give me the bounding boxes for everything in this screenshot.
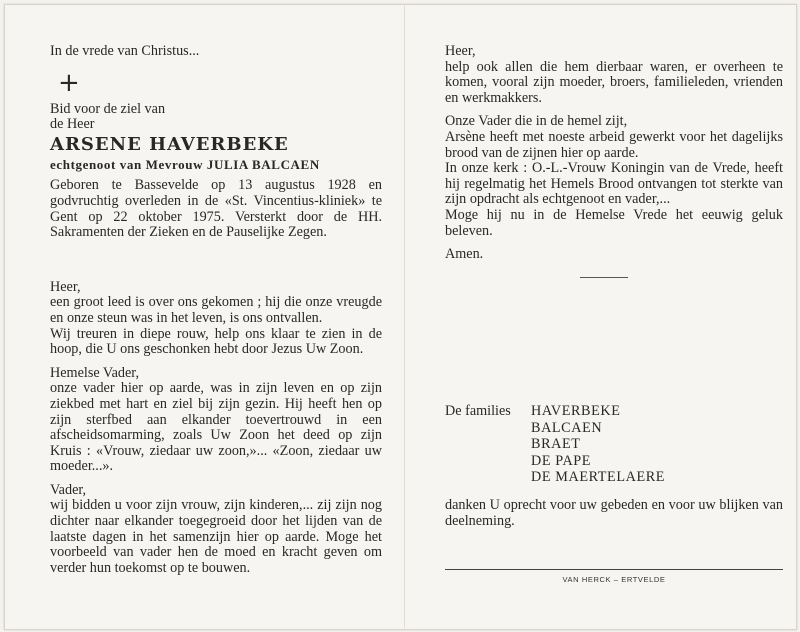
prayer-2-text: onze vader hier op aarde, was in zijn leven en op zijn ziekbed met hart en ziel bij zijn gezin. Hij heeft hen op zijn sterfbed aan elkander toevertrouwd in een afscheidsomarming, zoals Uw Zoon het deed op zijn Kruis : «Vrouw, ziedaar uw zoon,»... «Zoon, ziedaar uw moeder...».	[50, 380, 382, 475]
thanks-text: danken U oprecht voor uw gebeden en voor uw blijken van deelneming.	[445, 497, 783, 529]
prayer-1-text-b: Wij treuren in diepe rouw, help ons klaar te zien in de hoop, die U ons geschonken hebt door Jezus Uw Zoon.	[50, 325, 382, 358]
prayer-4-text: help ook allen die hem dierbaar waren, er overheen te komen, vooral zijn moeder, broers, familieleden, vrienden en werkmakkers.	[445, 58, 783, 106]
families-block	[445, 403, 665, 486]
prayer-7-text: Moge hij nu in de Hemelse Vrede het eeuwig geluk beleven.	[445, 206, 783, 239]
printer-credit: VAN HERCK – ERTVELDE	[562, 575, 666, 584]
prayer-4-salutation: Heer,	[445, 43, 476, 59]
prayer-5-text: Arsène heeft met noeste arbeid gewerkt voor het dagelijks brood van de zijnen hier op aarde.	[445, 128, 783, 161]
card-fold	[404, 4, 405, 628]
opening-line: In de vrede van Christus...	[50, 43, 200, 59]
printer-divider	[445, 569, 783, 570]
divider-rule	[580, 277, 628, 278]
prayer-6-text: In onze kerk : O.-L.-Vrouw Koningin van de Vrede, heeft hij regelmatig het Hemels Brood ontvangen tot sterkte van zijn opdracht als echtgenoot en vader,...	[445, 160, 783, 208]
family-name: BRAET	[531, 436, 581, 452]
family-name: HAVERBEKE	[531, 403, 621, 419]
prayer-1-salutation: Heer,	[50, 278, 81, 295]
prayer-3-salutation: Vader,	[50, 481, 87, 498]
cross-icon: +	[58, 67, 80, 98]
families-intro: De families	[445, 403, 511, 419]
family-name: BALCAEN	[531, 419, 603, 436]
family-name: DE PAPE	[531, 452, 592, 469]
left-panel	[50, 44, 382, 576]
family-names	[531, 403, 665, 486]
prayer-intro-title: de Heer	[50, 116, 95, 133]
right-panel	[445, 44, 783, 278]
family-name: DE MAERTELAERE	[531, 469, 666, 485]
deceased-name: ARSENE HAVERBEKE	[50, 133, 289, 155]
prayer-3-text: wij bidden u voor zijn vrouw, zijn kinderen,... zij zijn nog dichter naar elkander toegegroeid door het lijden van de laatste dagen in het samenzijn hier op aarde. Moge het voorbeeld van vader hen de moed en kracht geven om verder hun toekomst op te bouwen.	[50, 497, 382, 576]
prayer-1-text-a: een groot leed is over ons gekomen ; hij die onze vreugde en onze steun was in het leven, is ons ontvallen.	[50, 294, 382, 326]
amen-line: Amen.	[445, 246, 484, 263]
biography: Geboren te Bassevelde op 13 augustus 1928 en godvruchtig overleden in de «St. Vincentius-kliniek» te Gent op 22 oktober 1975. Versterkt door de HH. Sakramenten der Zieken en de Pauselijke Zegen.	[50, 177, 382, 241]
spouse-line: echtgenoot van Mevrouw JULIA BALCAEN	[50, 156, 320, 172]
our-father-line: Onze Vader die in de hemel zijt,	[445, 113, 628, 130]
prayer-intro: Bid voor de ziel van	[50, 100, 166, 117]
prayer-2-salutation: Hemelse Vader,	[50, 364, 139, 381]
